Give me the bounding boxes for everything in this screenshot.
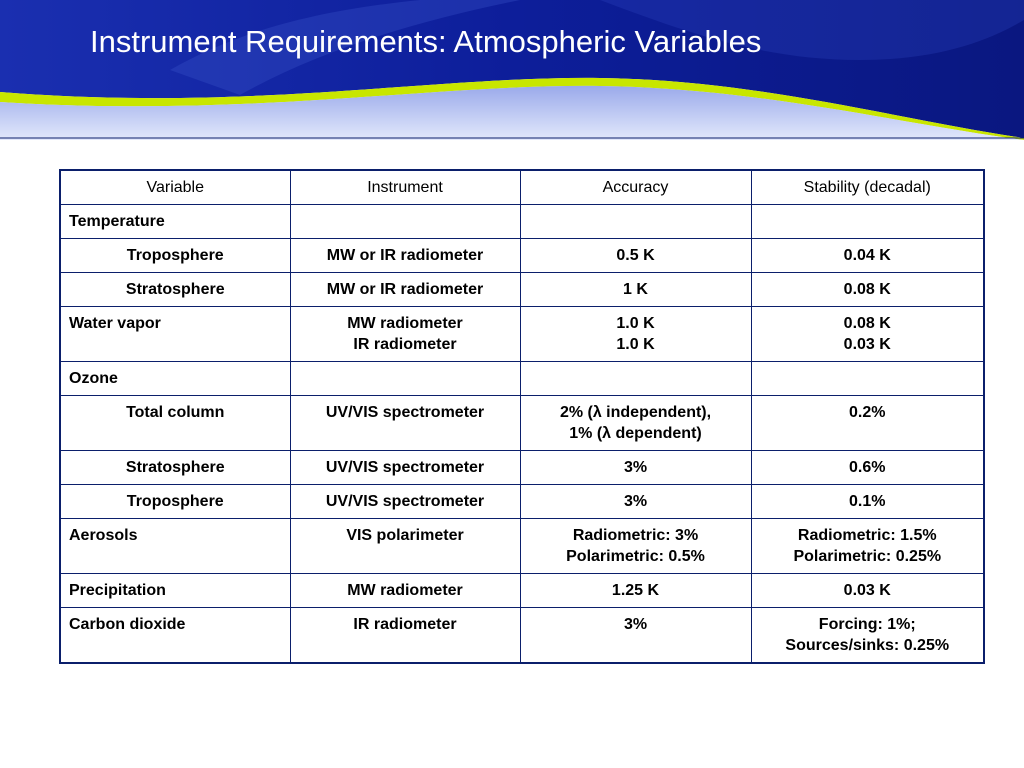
cell-variable: Stratosphere: [60, 273, 290, 307]
cell-accuracy: 1 K: [520, 273, 751, 307]
cell-stability: 0.08 K: [751, 273, 984, 307]
cell-variable: Precipitation: [60, 574, 290, 608]
cell-stability: [751, 205, 984, 239]
cell-instrument: MW or IR radiometer: [290, 273, 520, 307]
cell-stability: 0.04 K: [751, 239, 984, 273]
header-stability: Stability (decadal): [751, 170, 984, 205]
cell-variable: Troposphere: [60, 485, 290, 519]
requirements-table: [59, 169, 985, 664]
cell-instrument: [290, 205, 520, 239]
table-row: [60, 307, 984, 362]
table-header-row: [60, 170, 984, 205]
cell-accuracy: 1.0 K 1.0 K: [520, 307, 751, 362]
cell-variable: Aerosols: [60, 519, 290, 574]
table-row: [60, 396, 984, 451]
cell-instrument: [290, 362, 520, 396]
cell-instrument: UV/VIS spectrometer: [290, 396, 520, 451]
table-row: [60, 608, 984, 664]
cell-variable: Ozone: [60, 362, 290, 396]
cell-instrument: MW radiometer IR radiometer: [290, 307, 520, 362]
cell-instrument: MW radiometer: [290, 574, 520, 608]
cell-stability: 0.08 K 0.03 K: [751, 307, 984, 362]
cell-accuracy: 2% (λ independent), 1% (λ dependent): [520, 396, 751, 451]
slide-title: Instrument Requirements: Atmospheric Variables: [90, 24, 762, 59]
title-banner: [0, 0, 1024, 140]
table-row: [60, 451, 984, 485]
table-row: [60, 362, 984, 396]
cell-accuracy: 0.5 K: [520, 239, 751, 273]
cell-accuracy: [520, 205, 751, 239]
cell-instrument: UV/VIS spectrometer: [290, 451, 520, 485]
cell-stability: Radiometric: 1.5% Polarimetric: 0.25%: [751, 519, 984, 574]
cell-variable: Water vapor: [60, 307, 290, 362]
cell-instrument: UV/VIS spectrometer: [290, 485, 520, 519]
cell-instrument: VIS polarimeter: [290, 519, 520, 574]
cell-accuracy: [520, 362, 751, 396]
cell-variable: Stratosphere: [60, 451, 290, 485]
cell-stability: 0.03 K: [751, 574, 984, 608]
table-row: [60, 519, 984, 574]
cell-stability: 0.1%: [751, 485, 984, 519]
cell-variable: Total column: [60, 396, 290, 451]
cell-variable: Temperature: [60, 205, 290, 239]
cell-stability: 0.2%: [751, 396, 984, 451]
header-accuracy: Accuracy: [520, 170, 751, 205]
table-row: [60, 273, 984, 307]
table-row: [60, 574, 984, 608]
header-instrument: Instrument: [290, 170, 520, 205]
cell-accuracy: 3%: [520, 451, 751, 485]
table-row: [60, 485, 984, 519]
cell-instrument: MW or IR radiometer: [290, 239, 520, 273]
table-row: [60, 205, 984, 239]
banner-wave-graphic: [0, 0, 1024, 140]
cell-stability: [751, 362, 984, 396]
cell-accuracy: Radiometric: 3% Polarimetric: 0.5%: [520, 519, 751, 574]
cell-variable: Carbon dioxide: [60, 608, 290, 664]
cell-stability: Forcing: 1%; Sources/sinks: 0.25%: [751, 608, 984, 664]
table-row: [60, 239, 984, 273]
cell-variable: Troposphere: [60, 239, 290, 273]
cell-stability: 0.6%: [751, 451, 984, 485]
cell-accuracy: 3%: [520, 485, 751, 519]
cell-accuracy: 3%: [520, 608, 751, 664]
header-variable: Variable: [60, 170, 290, 205]
cell-instrument: IR radiometer: [290, 608, 520, 664]
cell-accuracy: 1.25 K: [520, 574, 751, 608]
